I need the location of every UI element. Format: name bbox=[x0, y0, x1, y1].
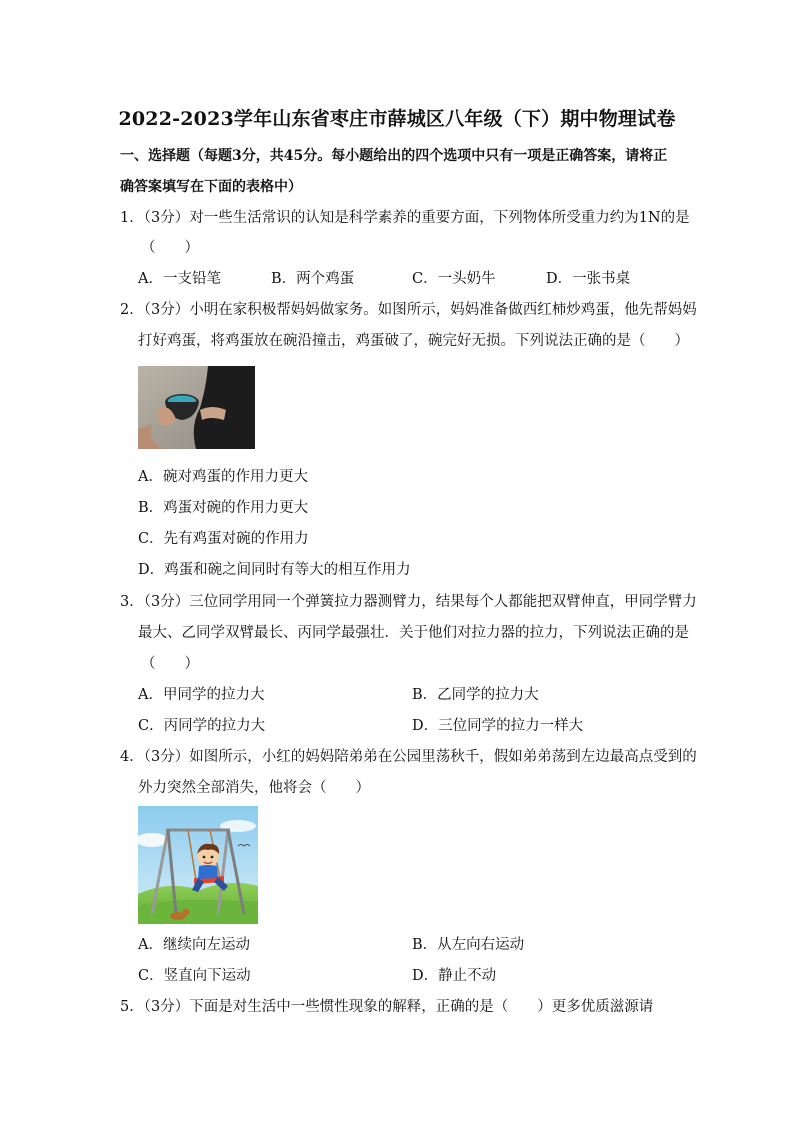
question-1-line2: （ ） bbox=[141, 240, 199, 256]
question-4-option-b: B．从左向右运动 bbox=[412, 937, 525, 953]
question-4-option-c: C．竖直向下运动 bbox=[138, 968, 251, 984]
question-3-line2: 最大、乙同学双臂最长、丙同学最强壮．关于他们对拉力器的拉力，下列说法正确的是 bbox=[138, 625, 689, 641]
question-5-line1: 5．（3分）下面是对生活中一些惯性现象的解释，正确的是（ ）更多优质滋源请 bbox=[120, 999, 654, 1015]
question-2-option-d: D．鸡蛋和碗之间同时有等大的相互作用力 bbox=[138, 562, 411, 578]
question-3-option-a: A．甲同学的拉力大 bbox=[138, 687, 265, 703]
egg-bowl-illustration bbox=[138, 366, 255, 449]
question-1-option-d: D．一张书桌 bbox=[546, 271, 631, 287]
question-4-option-a: A．继续向左运动 bbox=[138, 937, 250, 953]
section-heading-line1: 一、选择题（每题3分，共45分。每小题给出的四个选项中只有一项是正确答案，请将正 bbox=[120, 148, 668, 164]
question-4-line1: 4．（3分）如图所示，小红的妈妈陪弟弟在公园里荡秋千，假如弟弟荡到左边最高点受到的 bbox=[120, 749, 697, 765]
question-2-option-b: B．鸡蛋对碗的作用力更大 bbox=[138, 500, 309, 516]
exam-title: 2022-2023学年山东省枣庄市薛城区八年级（下）期中物理试卷 bbox=[118, 108, 676, 130]
section-heading-line2: 确答案填写在下面的表格中） bbox=[120, 179, 302, 195]
question-2-option-c: C．先有鸡蛋对碗的作用力 bbox=[138, 531, 309, 547]
question-3-option-c: C．丙同学的拉力大 bbox=[138, 718, 266, 734]
question-3-line3: （ ） bbox=[141, 656, 199, 672]
question-1-line1: 1．（3分）对一些生活常识的认知是科学素养的重要方面，下列物体所受重力约为1N的是 bbox=[120, 210, 690, 226]
question-3-option-b: B．乙同学的拉力大 bbox=[412, 687, 539, 703]
question-4-line2: 外力突然全部消失，他将会（ ） bbox=[138, 780, 370, 796]
question-2-line1: 2．（3分）小明在家积极帮妈妈做家务。如图所示，妈妈准备做西红柿炒鸡蛋，他先帮妈妈 bbox=[120, 302, 697, 318]
question-3-line1: 3．（3分）三位同学用同一个弹簧拉力器测臂力，结果每个人都能把双臂伸直，甲同学臂力 bbox=[120, 594, 697, 610]
question-2-line2: 打好鸡蛋，将鸡蛋放在碗沿撞击，鸡蛋破了，碗完好无损。下列说法正确的是（ ） bbox=[138, 333, 689, 349]
question-1-option-a: A．一支铅笔 bbox=[138, 271, 221, 287]
question-4-option-d: D．静止不动 bbox=[412, 968, 497, 984]
question-1-option-c: C．一头奶牛 bbox=[412, 271, 496, 287]
question-2-option-a: A．碗对鸡蛋的作用力更大 bbox=[138, 469, 308, 485]
question-3-option-d: D．三位同学的拉力一样大 bbox=[412, 718, 584, 734]
swing-picture bbox=[138, 806, 258, 924]
egg-bowl-photo bbox=[138, 366, 255, 449]
question-1-option-b: B．两个鸡蛋 bbox=[271, 271, 355, 287]
swing-illustration bbox=[138, 806, 258, 924]
